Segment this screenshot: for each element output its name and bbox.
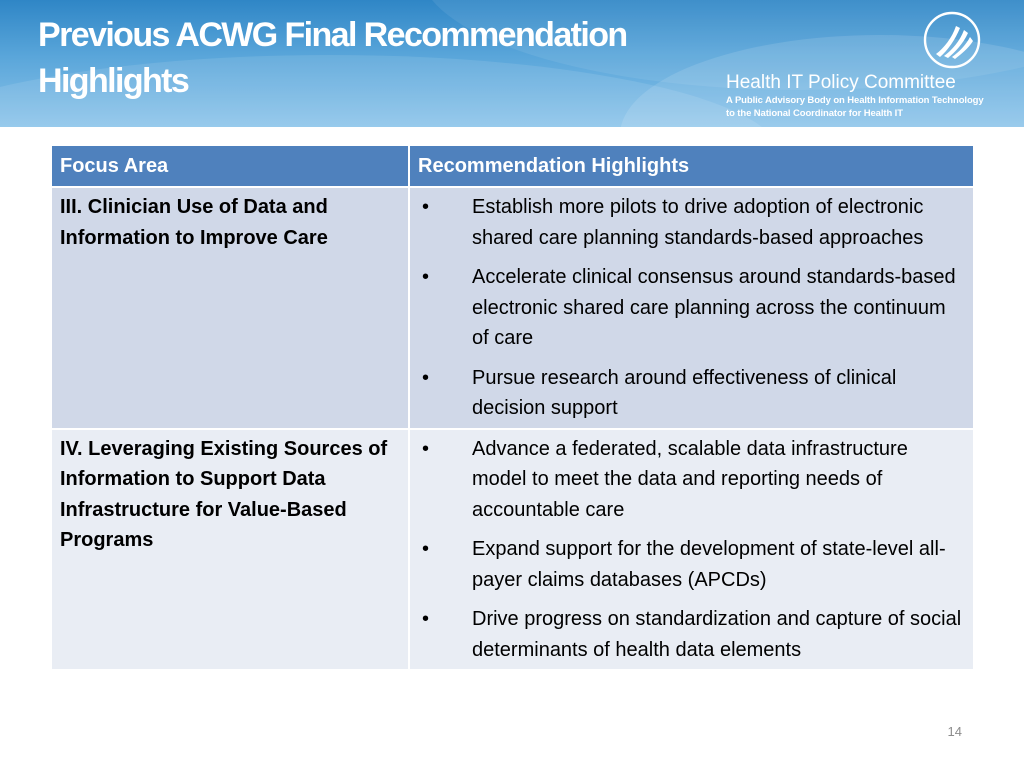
logo-subtitle-line: A Public Advisory Body on Health Information Technology	[726, 95, 984, 106]
highlight-text: Advance a federated, scalable data infrastructure model to meet the data and reporting needs of accountable care	[472, 437, 908, 521]
table-row	[52, 429, 973, 670]
logo-subtitle-line: to the National Coordinator for Health IT	[726, 108, 903, 119]
highlight-text: Expand support for the development of state-level all-payer claims databases (APCDs)	[472, 538, 946, 591]
focus-area-cell: IV. Leveraging Existing Sources of Information to Support Data Infrastructure for Value-Based Programs	[52, 429, 409, 670]
list-item	[418, 262, 965, 354]
logo-subtitle	[726, 94, 1018, 120]
list-item	[418, 363, 965, 424]
highlights-list	[418, 192, 965, 424]
highlight-text: Drive progress on standardization and capture of social determinants of health data elements	[472, 608, 962, 661]
list-item	[418, 534, 965, 595]
title-banner	[0, 0, 1024, 127]
column-header-recommendation-highlights: Recommendation Highlights	[409, 146, 973, 187]
highlights-cell	[409, 187, 973, 429]
table-row	[52, 187, 973, 429]
list-item	[418, 192, 965, 253]
highlights-list	[418, 434, 965, 666]
bullet-icon: •	[422, 366, 430, 389]
focus-area-cell: III. Clinician Use of Data and Information to Improve Care	[52, 187, 409, 429]
table-header-row	[52, 146, 973, 187]
list-item	[418, 604, 965, 665]
bullet-icon: •	[422, 608, 430, 630]
list-item	[418, 434, 965, 526]
slide-title: Previous ACWG Final Recommendation Highlights	[38, 16, 627, 100]
highlights-cell	[409, 429, 973, 670]
bullet-icon: •	[422, 538, 430, 560]
page-number: 14	[947, 724, 962, 739]
bullet-icon: •	[422, 437, 430, 460]
column-header-focus-area: Focus Area	[52, 146, 409, 187]
bullet-icon: •	[422, 266, 430, 288]
recommendations-table	[52, 146, 973, 669]
highlight-text: Establish more pilots to drive adoption of electronic shared care planning standards-based approaches	[472, 196, 924, 249]
logo-title: Health IT Policy Committee	[726, 72, 956, 93]
highlight-text: Pursue research around effectiveness of clinical decision support	[472, 366, 897, 419]
bullet-icon: •	[422, 196, 430, 218]
hhs-eagle-icon	[922, 10, 982, 70]
highlight-text: Accelerate clinical consensus around standards-based electronic shared care planning across the continuum of care	[472, 266, 956, 349]
